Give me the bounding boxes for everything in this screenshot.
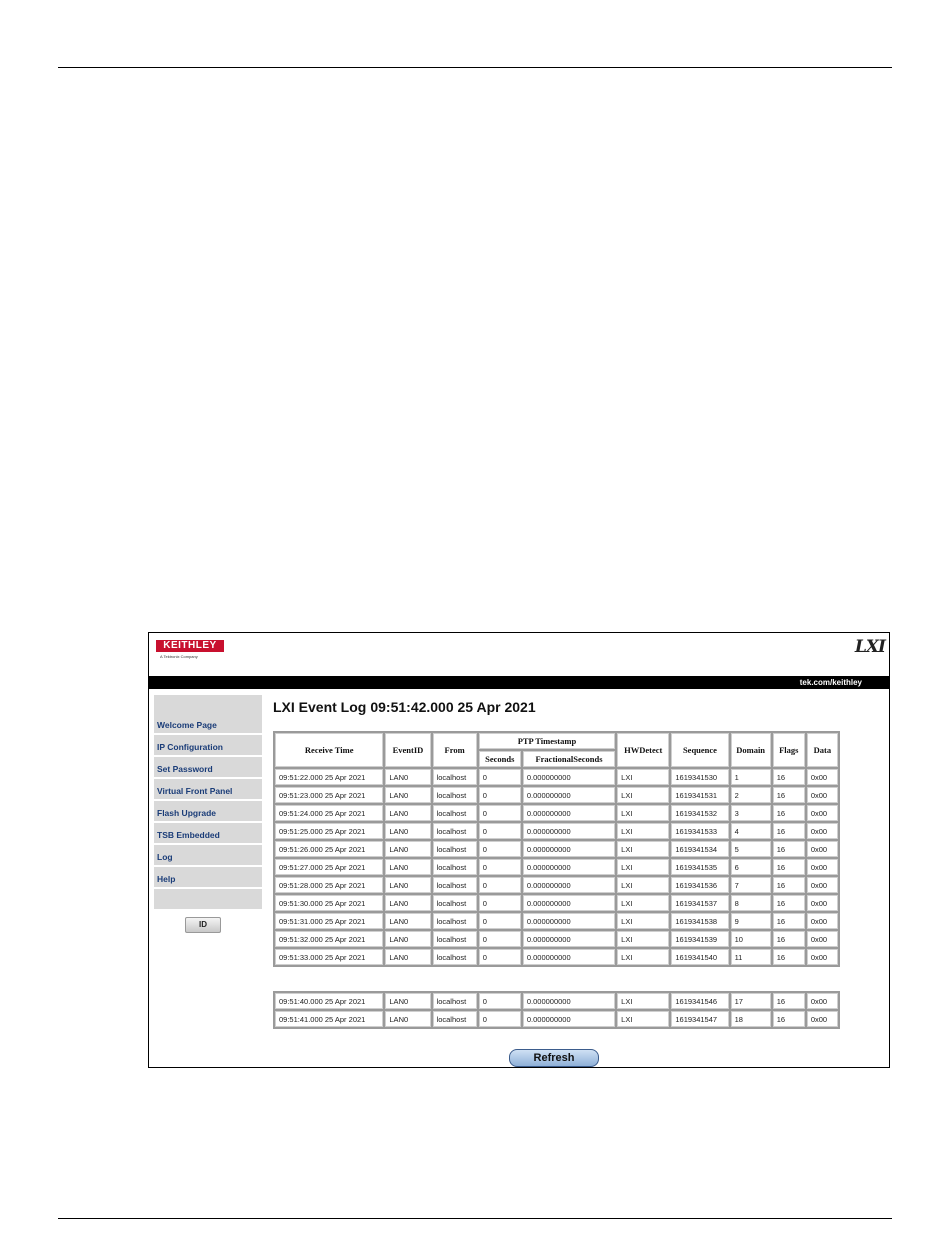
sidebar-item-welcome-page[interactable]: Welcome Page	[154, 715, 262, 735]
table-cell: 0.000000000	[523, 913, 615, 929]
table-cell: LAN0	[385, 1011, 430, 1027]
table-cell: 16	[773, 877, 805, 893]
col-flags: Flags	[773, 733, 805, 767]
event-log-rows-continued	[275, 993, 838, 1027]
table-cell: 0x00	[807, 895, 838, 911]
table-row	[275, 931, 838, 947]
table-cell: LAN0	[385, 913, 430, 929]
table-cell: LAN0	[385, 787, 430, 803]
table-cell: 0x00	[807, 993, 838, 1009]
table-cell: 0	[479, 1011, 521, 1027]
table-cell: 0x00	[807, 841, 838, 857]
table-row	[275, 787, 838, 803]
table-cell: LXI	[617, 913, 669, 929]
table-cell: LXI	[617, 841, 669, 857]
col-event-id: EventID	[385, 733, 430, 767]
table-cell: 1	[731, 769, 771, 785]
table-cell: 1619341538	[671, 913, 728, 929]
table-cell: 0.000000000	[523, 841, 615, 857]
table-cell: 09:51:23.000 25 Apr 2021	[275, 787, 383, 803]
site-link[interactable]: tek.com/keithley	[799, 678, 862, 687]
table-cell: localhost	[433, 805, 477, 821]
table-cell: 0.000000000	[523, 877, 615, 893]
table-cell: 1619341532	[671, 805, 728, 821]
table-cell: 0	[479, 859, 521, 875]
sidebar-item-help[interactable]: Help	[154, 869, 262, 889]
table-cell: 8	[731, 895, 771, 911]
table-cell: 3	[731, 805, 771, 821]
table-cell: 18	[731, 1011, 771, 1027]
sidebar-item-set-password[interactable]: Set Password	[154, 759, 262, 779]
table-cell: LXI	[617, 859, 669, 875]
event-log-table-continued	[273, 991, 840, 1029]
page-title-prefix: LXI Event Log	[273, 699, 367, 715]
table-cell: 1619341535	[671, 859, 728, 875]
page-bottom-rule	[58, 1218, 892, 1219]
table-cell: 09:51:32.000 25 Apr 2021	[275, 931, 383, 947]
table-cell: LXI	[617, 877, 669, 893]
table-cell: 1619341534	[671, 841, 728, 857]
table-cell: 0	[479, 877, 521, 893]
table-cell: 6	[731, 859, 771, 875]
table-cell: 09:51:28.000 25 Apr 2021	[275, 877, 383, 893]
table-cell: 0	[479, 769, 521, 785]
col-from: From	[433, 733, 477, 767]
sidebar-item-flash-upgrade[interactable]: Flash Upgrade	[154, 803, 262, 823]
col-ptp-timestamp: PTP Timestamp	[479, 733, 615, 749]
table-cell: LXI	[617, 949, 669, 965]
table-cell: 09:51:27.000 25 Apr 2021	[275, 859, 383, 875]
table-cell: LAN0	[385, 993, 430, 1009]
keithley-logo	[156, 640, 224, 664]
table-cell: localhost	[433, 949, 477, 965]
table-cell: 0	[479, 805, 521, 821]
col-fractional-seconds: FractionalSeconds	[523, 751, 615, 767]
col-hwdetect: HWDetect	[617, 733, 669, 767]
table-cell: 0x00	[807, 1011, 838, 1027]
table-row	[275, 895, 838, 911]
table-cell: LAN0	[385, 859, 430, 875]
page-title	[273, 699, 540, 715]
table-cell: 10	[731, 931, 771, 947]
table-cell: 1619341547	[671, 1011, 728, 1027]
col-receive-time: Receive Time	[275, 733, 383, 767]
table-cell: LAN0	[385, 805, 430, 821]
table-cell: 16	[773, 859, 805, 875]
table-cell: 17	[731, 993, 771, 1009]
table-cell: 16	[773, 769, 805, 785]
table-cell: 0x00	[807, 931, 838, 947]
table-cell: 16	[773, 1011, 805, 1027]
table-cell: 0.000000000	[523, 823, 615, 839]
table-cell: 11	[731, 949, 771, 965]
table-cell: 16	[773, 841, 805, 857]
table-cell: LXI	[617, 787, 669, 803]
table-cell: 0x00	[807, 859, 838, 875]
table-cell: 16	[773, 805, 805, 821]
table-cell: 0x00	[807, 913, 838, 929]
table-cell: 0	[479, 949, 521, 965]
table-cell: 0	[479, 823, 521, 839]
table-cell: 09:51:26.000 25 Apr 2021	[275, 841, 383, 857]
sidebar-item-log[interactable]: Log	[154, 847, 262, 867]
table-cell: 5	[731, 841, 771, 857]
table-cell: 0x00	[807, 769, 838, 785]
event-log-table	[273, 731, 840, 967]
lxi-logo: LXI	[854, 637, 885, 657]
table-cell: 0x00	[807, 787, 838, 803]
table-cell: LXI	[617, 931, 669, 947]
table-row	[275, 769, 838, 785]
table-cell: 0.000000000	[523, 859, 615, 875]
table-cell: 16	[773, 949, 805, 965]
table-cell: 0.000000000	[523, 949, 615, 965]
table-cell: 0x00	[807, 823, 838, 839]
table-row	[275, 841, 838, 857]
table-cell: 0	[479, 787, 521, 803]
table-cell: 16	[773, 993, 805, 1009]
table-cell: localhost	[433, 931, 477, 947]
table-row	[275, 949, 838, 965]
table-cell: 4	[731, 823, 771, 839]
table-cell: LAN0	[385, 877, 430, 893]
table-cell: localhost	[433, 859, 477, 875]
table-cell: 0.000000000	[523, 931, 615, 947]
table-cell: LAN0	[385, 769, 430, 785]
table-cell: 0.000000000	[523, 993, 615, 1009]
table-cell: 0.000000000	[523, 787, 615, 803]
table-cell: 16	[773, 931, 805, 947]
table-cell: LAN0	[385, 949, 430, 965]
table-cell: localhost	[433, 769, 477, 785]
table-cell: 16	[773, 787, 805, 803]
table-cell: LXI	[617, 769, 669, 785]
table-row	[275, 913, 838, 929]
table-cell: LXI	[617, 823, 669, 839]
table-row	[275, 1011, 838, 1027]
table-cell: localhost	[433, 913, 477, 929]
table-cell: 0x00	[807, 877, 838, 893]
logo-wordmark: KEITHLEY	[156, 640, 224, 652]
logo-subtext: A Tektronix Company	[160, 654, 198, 659]
table-cell: LAN0	[385, 823, 430, 839]
table-row	[275, 823, 838, 839]
table-row	[275, 877, 838, 893]
sidebar-item-ip-configuration[interactable]: IP Configuration	[154, 737, 262, 757]
table-cell: 9	[731, 913, 771, 929]
table-cell: 1619341540	[671, 949, 728, 965]
table-cell: LXI	[617, 895, 669, 911]
sidebar-nav	[154, 695, 262, 909]
sidebar-item-virtual-front-panel[interactable]: Virtual Front Panel	[154, 781, 262, 801]
table-cell: LXI	[617, 993, 669, 1009]
table-cell: LAN0	[385, 895, 430, 911]
table-cell: 0x00	[807, 805, 838, 821]
header-bar	[149, 676, 889, 689]
table-row	[275, 993, 838, 1009]
event-log-rows	[275, 769, 838, 965]
table-cell: 16	[773, 823, 805, 839]
col-data: Data	[807, 733, 838, 767]
table-cell: 1619341531	[671, 787, 728, 803]
table-cell: 09:51:40.000 25 Apr 2021	[275, 993, 383, 1009]
table-cell: LAN0	[385, 841, 430, 857]
id-button[interactable]: ID	[185, 917, 221, 933]
table-row	[275, 805, 838, 821]
table-cell: 1619341536	[671, 877, 728, 893]
table-cell: 16	[773, 913, 805, 929]
table-cell: 0	[479, 913, 521, 929]
table-cell: LXI	[617, 1011, 669, 1027]
table-cell: localhost	[433, 787, 477, 803]
table-cell: 0x00	[807, 949, 838, 965]
table-cell: 09:51:25.000 25 Apr 2021	[275, 823, 383, 839]
table-cell: 1619341537	[671, 895, 728, 911]
table-cell: localhost	[433, 993, 477, 1009]
table-cell: 1619341539	[671, 931, 728, 947]
table-cell: 09:51:30.000 25 Apr 2021	[275, 895, 383, 911]
table-cell: 0	[479, 931, 521, 947]
table-cell: localhost	[433, 823, 477, 839]
table-cell: 16	[773, 895, 805, 911]
table-cell: 0	[479, 993, 521, 1009]
table-cell: 09:51:41.000 25 Apr 2021	[275, 1011, 383, 1027]
table-cell: 1619341533	[671, 823, 728, 839]
table-cell: 09:51:33.000 25 Apr 2021	[275, 949, 383, 965]
table-cell: 0.000000000	[523, 895, 615, 911]
refresh-button[interactable]: Refresh	[509, 1049, 599, 1067]
lxi-web-interface-screenshot	[148, 632, 890, 1068]
table-cell: LXI	[617, 805, 669, 821]
table-cell: 0	[479, 841, 521, 857]
table-cell: 09:51:24.000 25 Apr 2021	[275, 805, 383, 821]
table-cell: 0	[479, 895, 521, 911]
table-cell: 09:51:31.000 25 Apr 2021	[275, 913, 383, 929]
table-cell: 0.000000000	[523, 805, 615, 821]
sidebar-item-tsb-embedded[interactable]: TSB Embedded	[154, 825, 262, 845]
table-row	[275, 859, 838, 875]
table-cell: 0.000000000	[523, 1011, 615, 1027]
page-title-time: 09:51:42.000 25 Apr 2021	[370, 699, 536, 715]
table-cell: 09:51:22.000 25 Apr 2021	[275, 769, 383, 785]
col-seconds: Seconds	[479, 751, 521, 767]
table-cell: 0.000000000	[523, 769, 615, 785]
page-top-rule	[58, 67, 892, 68]
table-cell: localhost	[433, 895, 477, 911]
table-cell: localhost	[433, 877, 477, 893]
col-sequence: Sequence	[671, 733, 728, 767]
table-cell: 7	[731, 877, 771, 893]
table-cell: 2	[731, 787, 771, 803]
table-cell: localhost	[433, 1011, 477, 1027]
col-domain: Domain	[731, 733, 771, 767]
table-cell: LAN0	[385, 931, 430, 947]
table-cell: 1619341546	[671, 993, 728, 1009]
table-cell: localhost	[433, 841, 477, 857]
table-cell: 1619341530	[671, 769, 728, 785]
